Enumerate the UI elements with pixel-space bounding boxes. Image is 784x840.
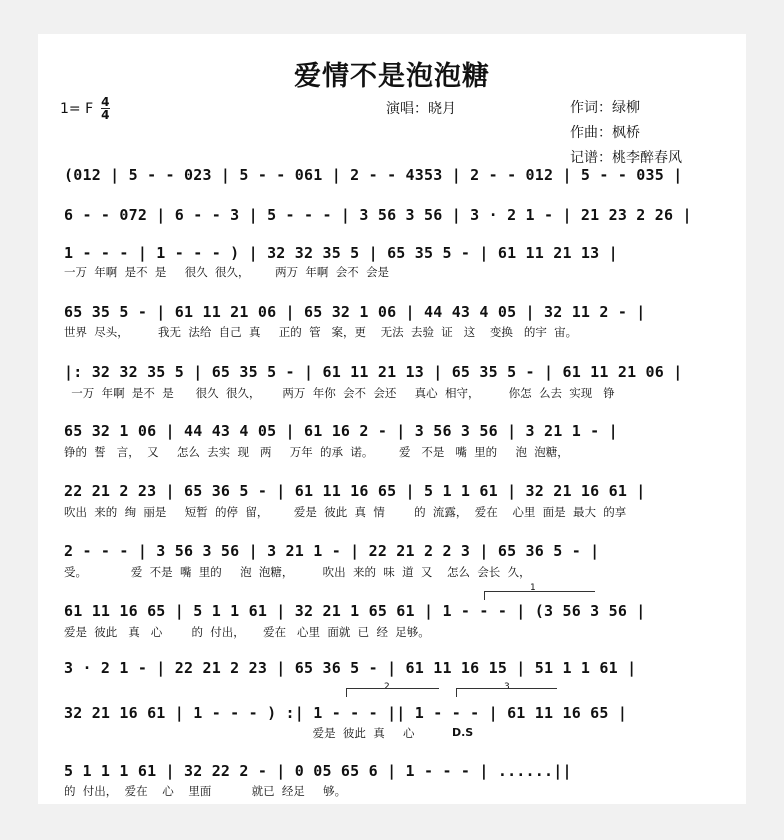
notation-row-3: 1 - - - | 1 - - - ) | 32 32 35 5 | 65 35 5 - | 61 11 21 13 |: [64, 244, 618, 262]
notation-row-1: (012 | 5 - - 023 | 5 - - 061 | 2 - - 4353 | 2 - - 012 | 5 - - 035 |: [64, 166, 683, 184]
lyric-row-6: 铮的 誓 言， 又 怎么 去实 现 两 万年 的承 诺。 爱 不是 嘴 里的 泡 泡糖，: [64, 445, 569, 459]
lyric-row-8: 受。 爱 不是 嘴 里的 泡 泡糖， 吹出 来的 味 道 又 怎么 会长 久，: [64, 565, 531, 579]
lyric-row-7: 吹出 来的 绚 丽是 短暂 的停 留， 爱是 彼此 真 情 的 流露， 爱在 心里 面是 最大 的享: [64, 505, 627, 519]
notation-row-10: 3 · 2 1 - | 22 21 2 23 | 65 36 5 - | 61 11 16 15 | 51 1 1 61 |: [64, 659, 637, 677]
key-label: 1= F: [60, 100, 94, 117]
lyric-row-4: 世界 尽头， 我无 法给 自己 真 正的 管 案，更 无法 去验 证 这 变换 的宇 宙。: [64, 325, 578, 339]
notation-row-9: 61 11 16 65 | 5 1 1 61 | 32 21 1 65 61 | 1 - - - | (3 56 3 56 |: [64, 602, 646, 620]
notation-row-8: 2 - - - | 3 56 3 56 | 3 21 1 - | 22 21 2 2 3 | 65 36 5 - |: [64, 542, 600, 560]
notation-row-7: 22 21 2 23 | 65 36 5 - | 61 11 16 65 | 5 1 1 61 | 32 21 16 61 |: [64, 482, 646, 500]
volta-2-bracket: [346, 688, 439, 697]
notation-row-5: |: 32 32 35 5 | 65 35 5 - | 61 11 21 13 | 65 35 5 - | 61 11 21 06 |: [64, 363, 683, 381]
time-bottom: 4: [101, 108, 110, 122]
volta-3-number: 3: [504, 682, 510, 692]
lyric-row-3: 一万 年啊 是不 是 很久 很久， 两万 年啊 会不 会是: [64, 265, 390, 279]
transcriber-credit: 记谱：桃李醉春风: [570, 150, 682, 166]
lyric-row-9: 爱是 彼此 真 心 的 付出， 爱在 心里 面就 已 经 足够。: [64, 625, 430, 639]
volta-2-number: 2: [384, 682, 390, 692]
volta-3-bracket: [456, 688, 557, 697]
lyric-row-5: 一万 年啊 是不 是 很久 很久， 两万 年你 会不 会还 真心 相守， 你怎 么去 实现 铮: [64, 386, 615, 400]
composer-credit: 作曲：枫桥: [570, 125, 640, 141]
notation-row-11: 32 21 16 61 | 1 - - - ) :| 1 - - - || 1 - - - | 61 11 16 65 |: [64, 704, 628, 722]
notation-row-6: 65 32 1 06 | 44 43 4 05 | 61 16 2 - | 3 56 3 56 | 3 21 1 - |: [64, 422, 618, 440]
volta-1-number: 1: [530, 583, 536, 593]
lyric-row-12: 的 付出， 爱在 心 里面 就已 经足 够。: [64, 784, 347, 798]
lyricist-credit: 作词：绿柳: [570, 100, 640, 116]
singer-credit: 演唱：晓月: [386, 101, 456, 117]
volta-1-bracket: [484, 591, 595, 600]
notation-row-2: 6 - - 072 | 6 - - 3 | 5 - - - | 3 56 3 56 | 3 · 2 1 - | 21 23 2 26 |: [64, 206, 692, 224]
lyric-row-11: 爱是 彼此 真 心: [64, 726, 415, 740]
notation-row-4: 65 35 5 - | 61 11 21 06 | 65 32 1 06 | 44 43 4 05 | 32 11 2 - |: [64, 303, 646, 321]
time-top: 4: [101, 95, 110, 109]
notation-row-12: 5 1 1 1 61 | 32 22 2 - | 0 05 65 6 | 1 - - - | ......||: [64, 762, 572, 780]
song-title: 爱情不是泡泡糖: [294, 61, 490, 92]
dal-segno-mark: D.S: [452, 726, 474, 739]
